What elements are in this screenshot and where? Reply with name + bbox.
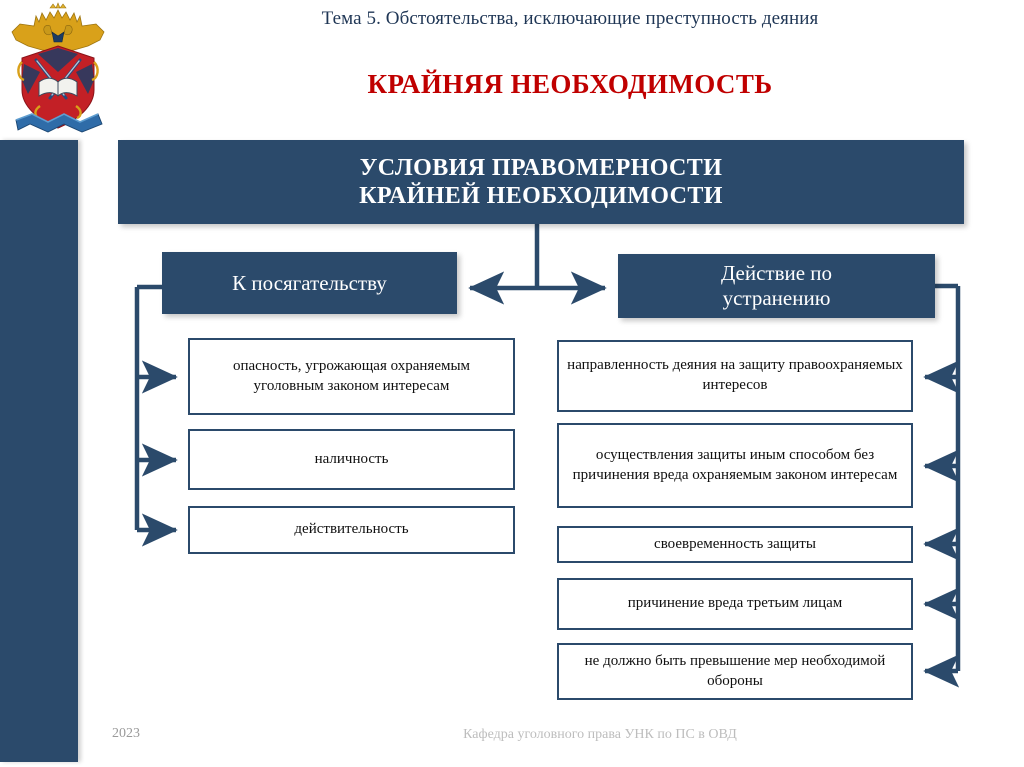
left-branch-item-label: опасность, угрожающая охраняемым уголовным законом интересам [232,357,471,394]
root-box-line-2: КРАЙНЕЙ НЕОБХОДИМОСТИ [359,183,723,209]
left-branch-item-box [188,338,515,415]
topic-title: Тема 5. Обстоятельства, исключающие преступность деяния [321,8,819,29]
right-branch-item-box [557,340,913,412]
right-branch-heading-line-1: Действие по [720,261,833,286]
footer-department: Кафедра уголовного права УНК по ПС в ОВД [463,727,737,742]
diagram-root-box [118,140,964,224]
right-branch-item-box [557,578,913,630]
left-branch-item-box [188,506,515,554]
left-decorative-bar [0,140,78,762]
left-branch-heading-label: К посягательству [232,270,387,295]
right-branch-heading-box [618,254,935,318]
right-branch-item-label: направленность деяния на защиту правоохраняемых интересов [567,357,903,393]
left-branch-item-label: действительность [294,521,409,538]
right-branch-item-box [557,526,913,563]
left-branch-item-label: наличность [314,450,389,467]
root-box-line-1: УСЛОВИЯ ПРАВОМЕРНОСТИ [359,154,723,181]
footer-year: 2023 [112,726,140,741]
right-branch-item-label: не должно быть превышение мер необходимой обороны [584,652,886,689]
mvd-coat-of-arms-emblem [6,2,110,134]
right-branch-item-label: своевременность защиты [654,535,816,552]
page-title: КРАЙНЯЯ НЕОБХОДИМОСТЬ [367,69,773,99]
right-branch-heading-line-2: устранению [722,286,831,310]
left-branch-heading-box [162,252,457,314]
left-branch-item-box [188,429,515,490]
right-branch-item-box [557,643,913,700]
right-branch-item-box [557,423,913,508]
right-branch-item-label: причинение вреда третьим лицам [627,595,843,612]
right-branch-item-label: осуществления защиты иным способом без причинения вреда охраняемым законом интересам [572,446,898,483]
